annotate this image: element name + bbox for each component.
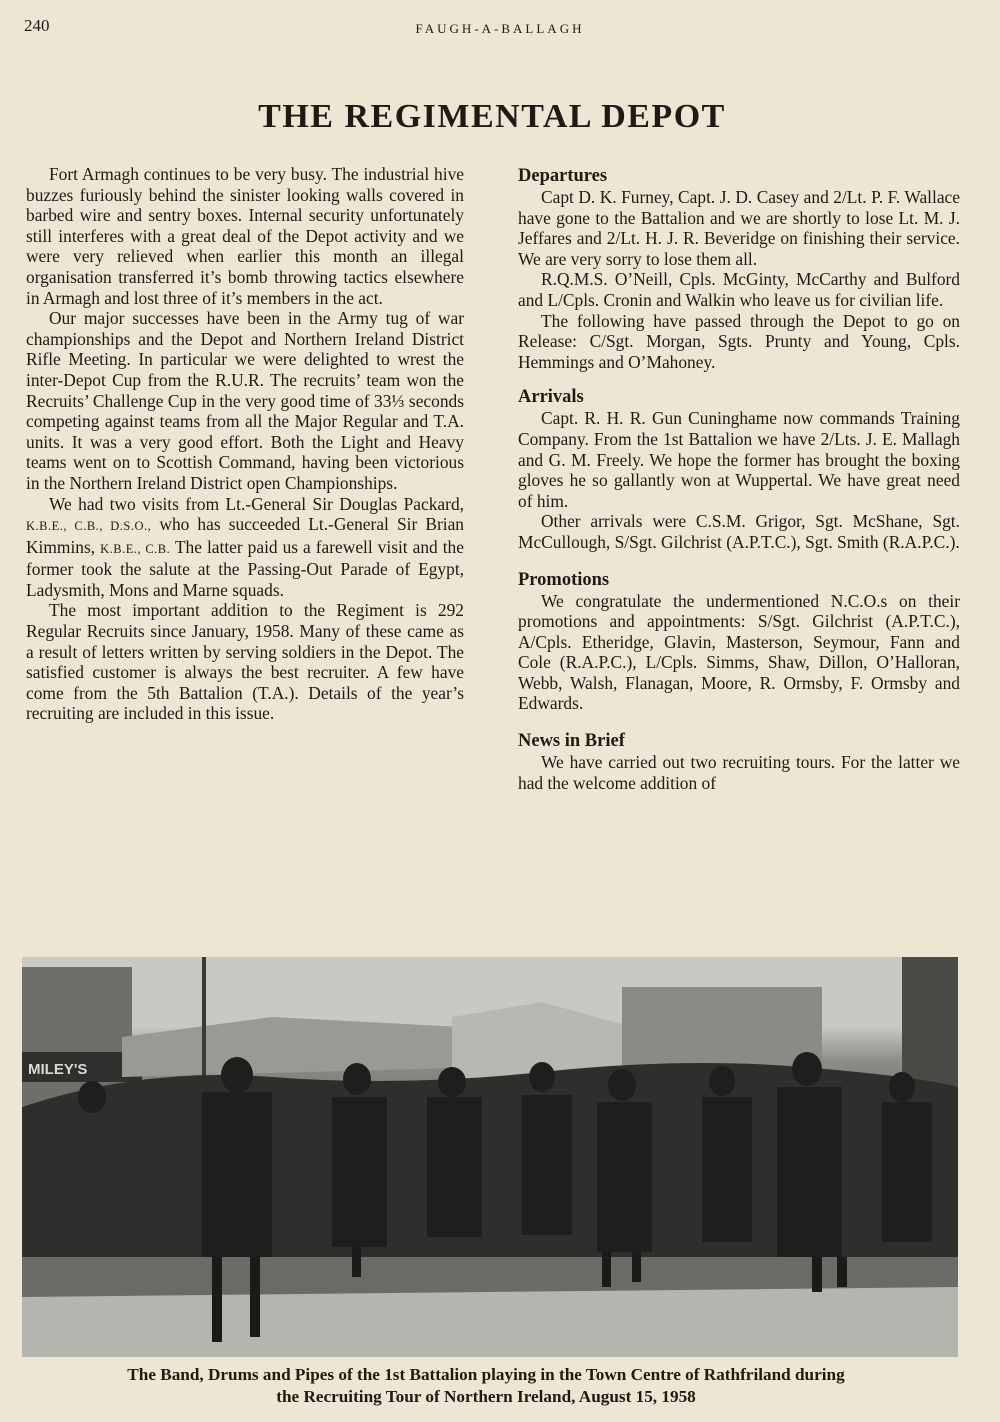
departures-heading: Departures — [518, 166, 608, 186]
promotions-heading: Promotions — [518, 569, 610, 590]
photo-caption — [0, 1364, 972, 1408]
band-parade-photo — [22, 957, 958, 1357]
paragraph-visits — [26, 494, 464, 601]
running-head: FAUGH-A-BALLAGH — [415, 21, 585, 36]
arrivals-paragraph-2: Other arrivals were C.S.M. Grigor, Sgt. McShane, Sgt. McCullough, S/Sgt. Gilchrist (A.P.T.C.), Sgt. Smith (R.A.P.C.). — [518, 511, 960, 552]
visits-text-c: The latter paid us a farewell visit and the former took the salute at the Passing-Out Parade of Egypt, Ladysmith, Mons and Marne squads. — [26, 536, 464, 600]
page-number: 240 — [24, 16, 50, 35]
arrivals-paragraph-1: Capt. R. H. R. Gun Cuninghame now commands Training Company. From the 1st Battalion we have 2/Lts. J. E. Mallagh and G. M. Freely. We hope the former has brought the boxing gloves he so gallantly won at Wuppertal. We have great need of him. — [518, 408, 960, 511]
article-title: THE REGIMENTAL DEPOT — [258, 98, 726, 135]
honours-packard: K.B.E., C.B., D.S.O., — [26, 519, 152, 534]
departures-paragraph-2: R.Q.M.S. O’Neill, Cpls. McGinty, McCarthy and Bulford and L/Cpls. Cronin and Walkin who leave us for civilian life. — [518, 269, 960, 310]
right-column — [518, 165, 960, 793]
paragraph-fort-armagh: Fort Armagh continues to be very busy. The industrial hive buzzes furiously behind the sinister looking walls covered in barbed wire and sentry boxes. Internal security unfortunately still interferes with a great deal of the Depot activity and we were very relieved when earlier this month an illegal organisation transferred it’s bomb throwing tactics elsewhere in Armagh and lost three of it’s members in the act. — [26, 164, 464, 308]
news-heading: News in Brief — [518, 731, 625, 752]
visits-text-a: We had two visits from Lt.-General Sir Douglas Packard, — [49, 493, 464, 514]
caption-line-1: The Band, Drums and Pipes of the 1st Battalion playing in the Town Centre of Rathfriland during — [127, 1365, 845, 1384]
departures-paragraph-1: Capt D. K. Furney, Capt. J. D. Casey and 2/Lt. P. F. Wallace have gone to the Battalion and we are shortly to lose Lt. M. J. Jeffares and 2/Lt. H. J. R. Beveridge on finishing their service. We are very sorry to lose them all. — [518, 187, 960, 269]
arrivals-heading: Arrivals — [518, 387, 584, 408]
caption-line-2: the Recruiting Tour of Northern Ireland, August 15, 1958 — [276, 1387, 696, 1406]
shop-sign-text: MILEY'S — [28, 1061, 88, 1078]
paragraph-recruits: The most important addition to the Regiment is 292 Regular Recruits since January, 1958. Many of these came as a result of letters written by serving soldiers in the Depot. The satisfied customer is always the best recruiter. A few have come from the 5th Battalion (T.A.). Details of the year’s recruiting are included in this issue. — [26, 600, 464, 724]
honours-kimmins: K.B.E., C.B. — [100, 541, 171, 556]
visits-text-b: who has succeeded Lt.-General Sir Brian Kimmins, — [26, 514, 464, 557]
departures-paragraph-3: The following have passed through the Depot to go on Release: C/Sgt. Morgan, Sgts. Prunty and Young, Cpls. Hemmings and O’Mahoney. — [518, 310, 960, 372]
news-paragraph: We have carried out two recruiting tours. For the latter we had the welcome addition of — [518, 752, 960, 793]
band-parade-illustration — [22, 957, 958, 1357]
left-column — [26, 164, 464, 724]
paragraph-successes: Our major successes have been in the Army tug of war championships and the Depot and Northern Ireland District Rifle Meeting. In particular we were delighted to wrest the inter-Depot Cup from the R.U.R. The recruits’ team won the Recruits’ Challenge Cup in the very good time of 33⅓ seconds competing against teams from all the Major Regular and T.A. units. It was a very good effort. Both the Light and Heavy teams went on to Scottish Command, having been victorious in the Northern Ireland District open Championships. — [26, 308, 464, 493]
promotions-paragraph: We congratulate the undermentioned N.C.O.s on their promotions and appointments: S/Sgt. Gilchrist (A.P.T.C.), A/Cpls. Etheridge, Glavin, Masterson, Seymour, Fann and Cole (R.A.P.C.), L/Cpls. Simms, Shaw, Dillon, O’Halloran, Webb, Walsh, Flanagan, Moore, R. Ormsby, F. Ormsby and Edwards. — [518, 590, 960, 714]
